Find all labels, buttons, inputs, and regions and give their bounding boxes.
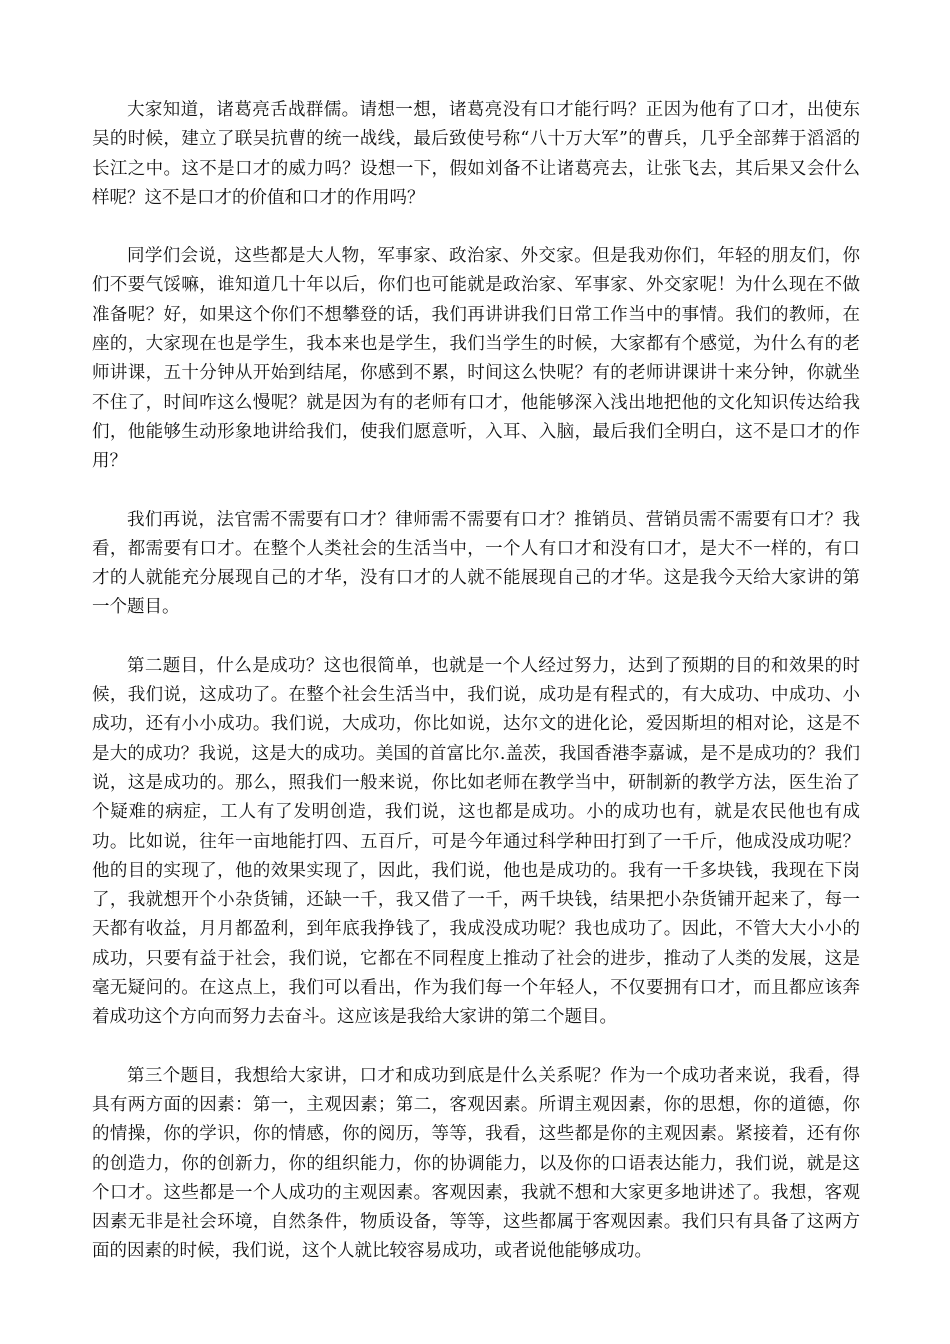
paragraph-students-and-teachers: 同学们会说，这些都是大人物，军事家、政治家、外交家。但是我劝你们，年轻的朋友们，你们不要气馁嘛，谁知道几十年以后，你们也可能就是政治家、军事家、外交家呢！为什么现在不做准备呢？好，如果这个你们不想攀登的话，我们再讲讲我们日常工作当中的事情。我们的教师，在座的，大家现在也是学生，我本来也是学生，我们当学生的时候，大家都有个感觉，为什么有的老师讲课，五十分钟从开始到结尾，你感到不累，时间这么快呢？有的老师讲课讲十来分钟，你就坐不住了，时间咋这么慢呢？就是因为有的老师有口才，他能够深入浅出地把他的文化知识传达给我们，他能够生动形象地讲给我们，使我们愿意听，入耳、入脑，最后我们全明白，这不是口才的作用？ [92,246,860,472]
paragraph-eloquence-and-success: 第三个题目，我想给大家讲，口才和成功到底是什么关系呢？作为一个成功者来说，我看，得具有两方面的因素：第一，主观因素；第二，客观因素。所谓主观因素，你的思想，你的道德，你的情操，你的学识，你的情感，你的阅历，等等，我看，这些都是你的主观因素。紧接着，还有你的创造力，你的创新力，你的组织能力，你的协调能力，以及你的口语表达能力，我们说，就是这个口才。这些都是一个人成功的主观因素。客观因素，我就不想和大家更多地讲述了。我想，客观因素无非是社会环境，自然条件，物质设备，等等，这些都属于客观因素。我们只有具备了这两方面的因素的时候，我们说，这个人就比较容易成功，或者说他能够成功。 [92,1065,860,1262]
paragraph-zhuge-liang: 大家知道，诸葛亮舌战群儒。请想一想，诸葛亮没有口才能行吗？正因为他有了口才，出使东吴的时候，建立了联吴抗曹的统一战线，最后致使号称“八十万大军”的曹兵，几乎全部葬于滔滔的长江之中。这不是口才的威力吗？设想一下，假如刘备不让诸葛亮去，让张飞去，其后果又会什么样呢？这不是口才的价值和口才的作用吗？ [92,100,860,208]
document-body [92,96,860,1296]
paragraph-what-is-success: 第二题目，什么是成功？这也很简单，也就是一个人经过努力，达到了预期的目的和效果的时候，我们说，这成功了。在整个社会生活当中，我们说，成功是有程式的，有大成功、中成功、小成功，还有小小成功。我们说，大成功，你比如说，达尔文的进化论，爱因斯坦的相对论，这是不是大的成功？我说，这是大的成功。美国的首富比尔.盖茨，我国香港李嘉诚，是不是成功的？我们说，这是成功的。那么，照我们一般来说，你比如老师在教学当中，研制新的教学方法，医生治了个疑难的病症，工人有了发明创造，我们说，这也都是成功。小的成功也有，就是农民他也有成功。比如说，往年一亩地能打四、五百斤，可是今年通过科学种田打到了一千斤，他成没成功呢？他的目的实现了，他的效果实现了，因此，我们说，他也是成功的。我有一千多块钱，我现在下岗了，我就想开个小杂货铺，还缺一千，我又借了一千，两千块钱，结果把小杂货铺开起来了，每一天都有收益，月月都盈利，到年底我挣钱了，我成没成功呢？我也成功了。因此，不管大大小小的成功，只要有益于社会，我们说，它都在不同程度上推动了社会的进步，推动了人类的发展，这是毫无疑问的。在这点上，我们可以看出，作为我们每一个年轻人，不仅要拥有口才，而且都应该奔着成功这个方向而努力去奋斗。这应该是我给大家讲的第二个题目。 [92,655,860,1028]
paragraph-professions-need-eloquence: 我们再说，法官需不需要有口才？律师需不需要有口才？推销员、营销员需不需要有口才？我看，都需要有口才。在整个人类社会的生活当中，一个人有口才和没有口才，是大不一样的，有口才的人就能充分展现自己的才华，没有口才的人就不能展现自己的才华。这是我今天给大家讲的第一个题目。 [92,509,860,618]
